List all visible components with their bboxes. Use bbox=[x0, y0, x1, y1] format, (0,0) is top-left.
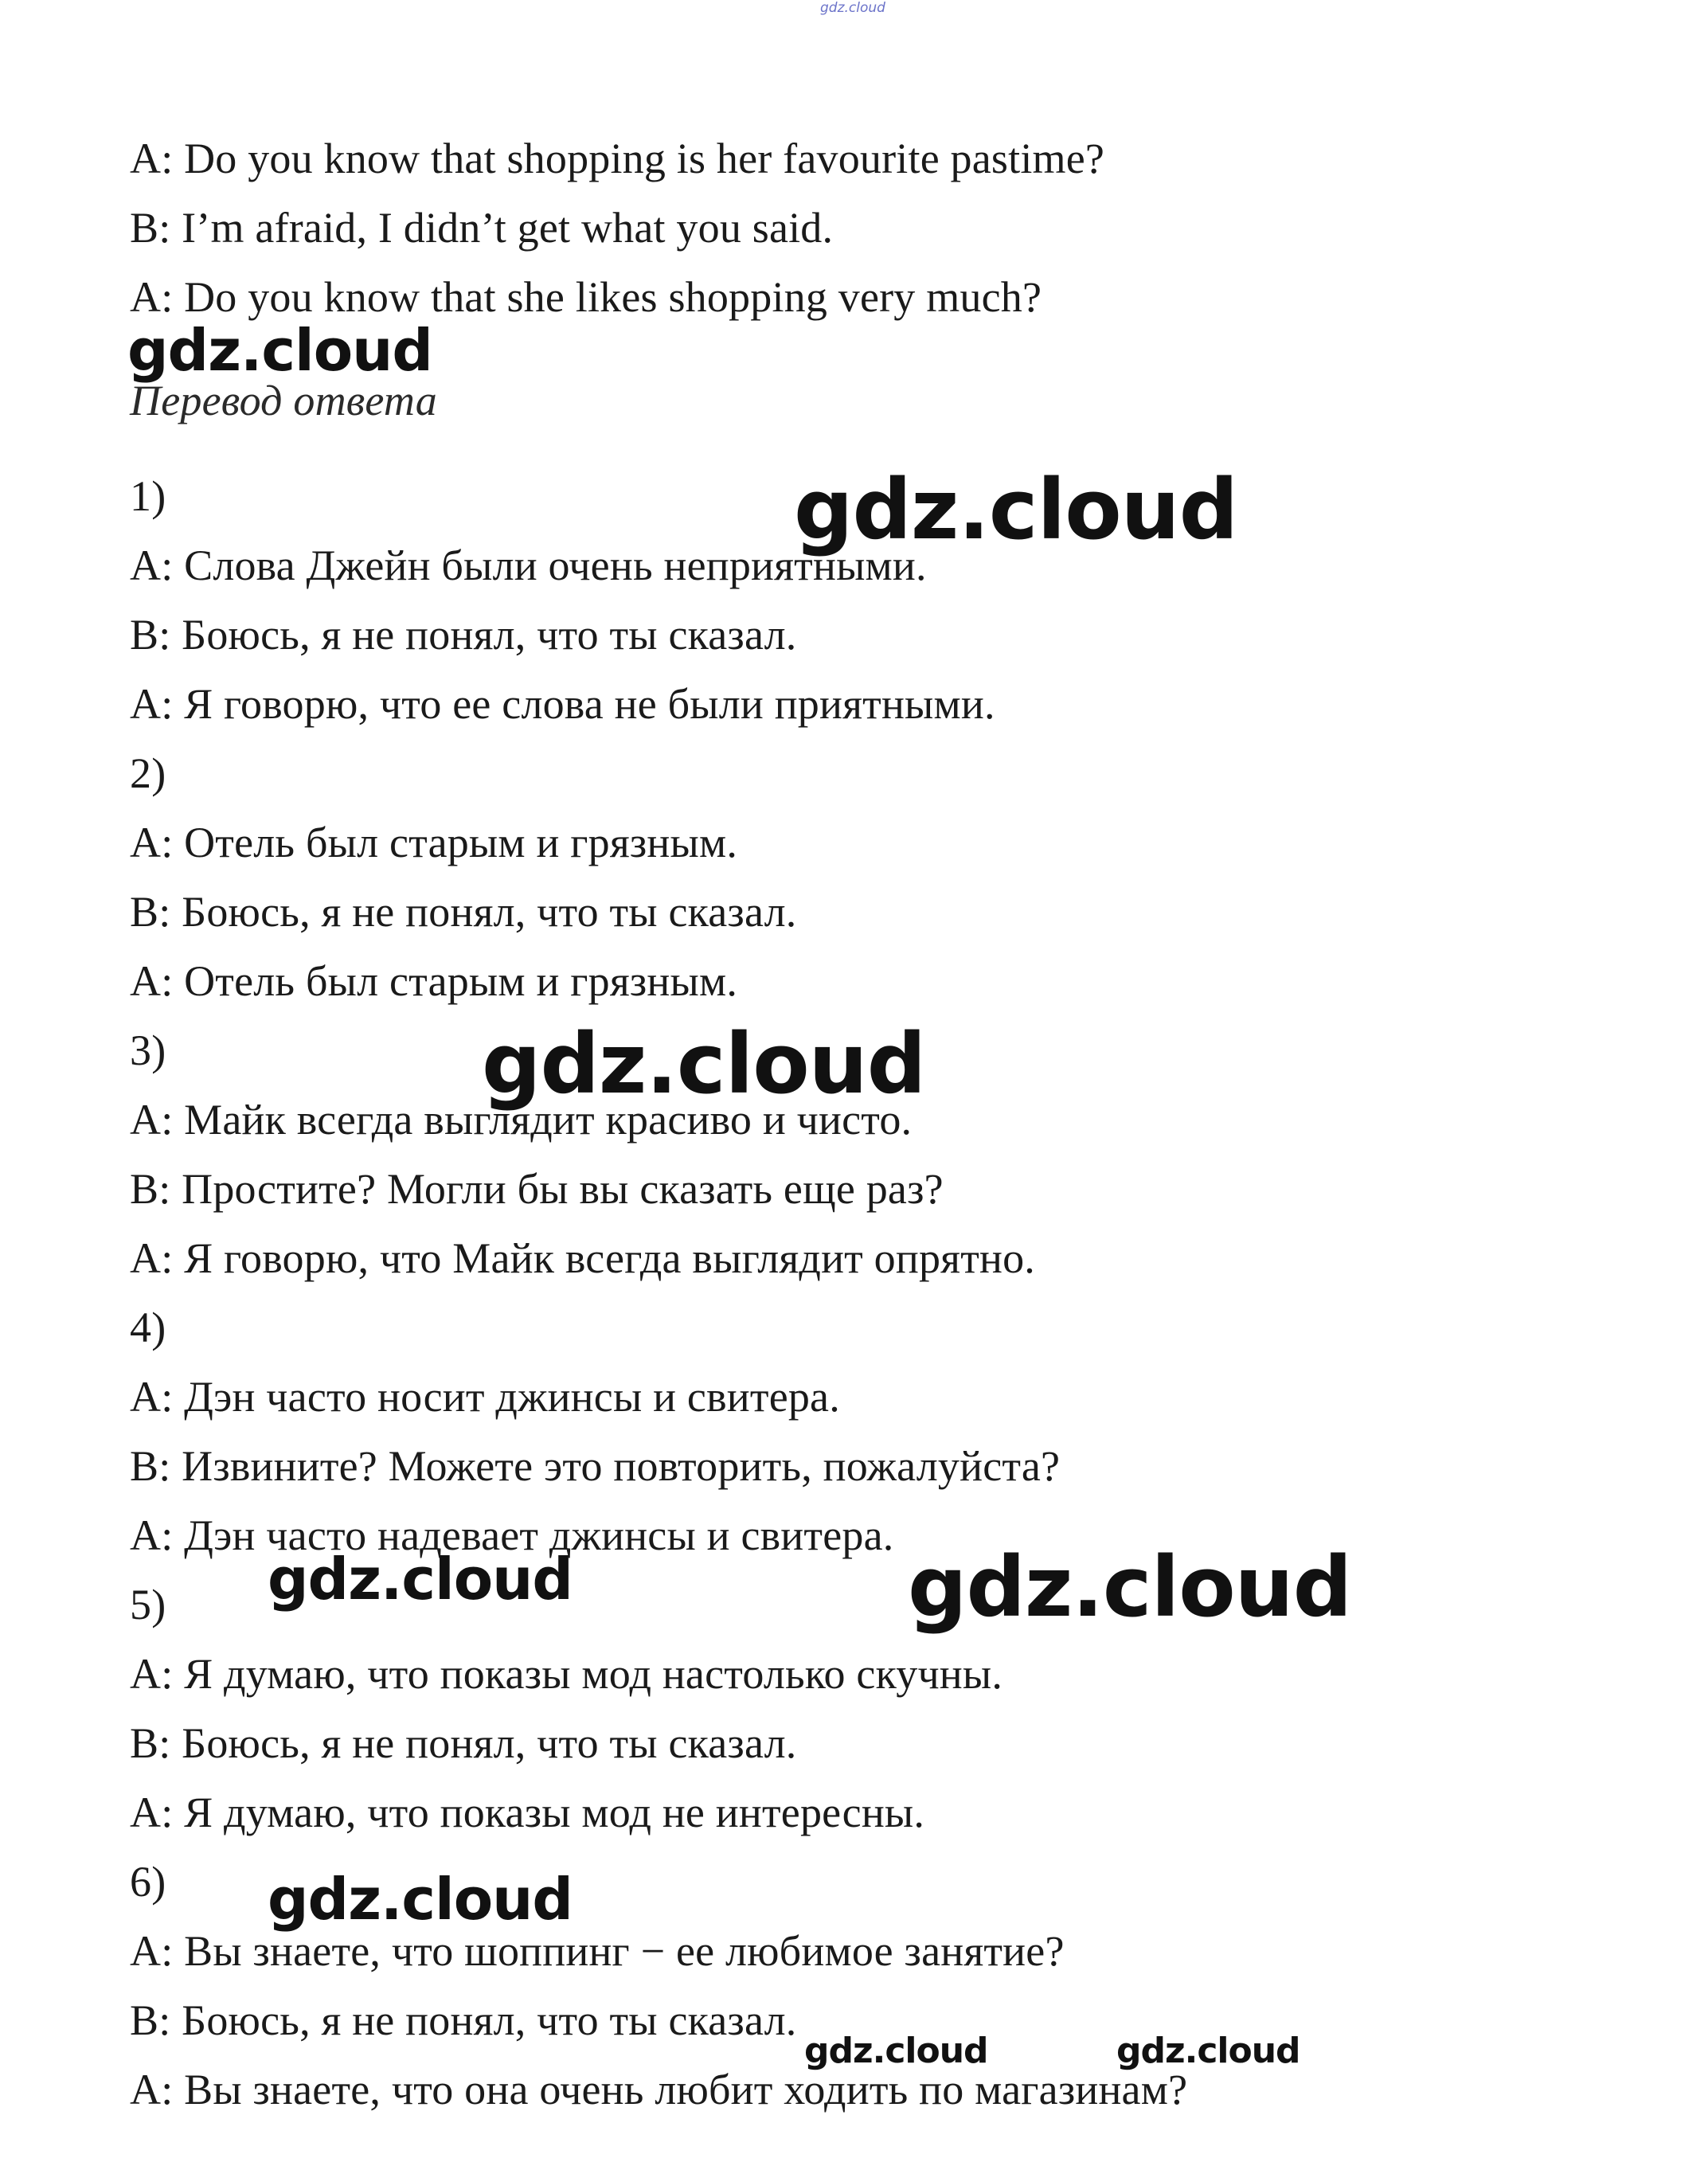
dialogue-line: A: Я думаю, что показы мод настолько скучны. bbox=[130, 1650, 1003, 1698]
dialogue-line: A: Дэн часто надевает джинсы и свитера. bbox=[130, 1511, 894, 1559]
dialogue-line: A: Отель был старым и грязным. bbox=[130, 819, 738, 866]
dialogue-line: B: I’m afraid, I didn’t get what you said. bbox=[130, 204, 834, 252]
watermark-top: gdz.cloud bbox=[820, 0, 885, 16]
item-number: 3) bbox=[130, 1026, 166, 1074]
watermark: gdz.cloud bbox=[268, 1866, 573, 1933]
dialogue-line: A: Do you know that shopping is her favourite pastime? bbox=[130, 135, 1105, 182]
dialogue-line: A: Дэн часто носит джинсы и свитера. bbox=[130, 1373, 840, 1421]
item-number: 6) bbox=[130, 1858, 166, 1906]
dialogue-line: B: Извините? Можете это повторить, пожалуйста? bbox=[130, 1442, 1061, 1490]
watermark: gdz.cloud bbox=[127, 317, 432, 384]
watermark: gdz.cloud bbox=[482, 1015, 926, 1112]
translation-heading: Перевод ответа bbox=[130, 377, 437, 424]
dialogue-line: A: Do you know that she likes shopping very much? bbox=[130, 273, 1042, 321]
dialogue-line: A: Я говорю, что ее слова не были приятными. bbox=[130, 680, 995, 728]
item-number: 4) bbox=[130, 1304, 166, 1351]
dialogue-line: A: Я думаю, что показы мод не интересны. bbox=[130, 1789, 925, 1836]
dialogue-line: B: Боюсь, я не понял, что ты сказал. bbox=[130, 611, 797, 659]
item-number: 1) bbox=[130, 472, 166, 520]
dialogue-line: A: Вы знаете, что она очень любит ходить по магазинам? bbox=[130, 2066, 1188, 2113]
dialogue-line: B: Простите? Могли бы вы сказать еще раз? bbox=[130, 1165, 944, 1213]
dialogue-line: A: Я говорю, что Майк всегда выглядит опрятно. bbox=[130, 1234, 1036, 1282]
dialogue-line: A: Слова Джейн были очень неприятными. bbox=[130, 541, 927, 589]
watermark: gdz.cloud bbox=[268, 1546, 573, 1613]
watermark: gdz.cloud bbox=[794, 461, 1238, 558]
dialogue-line: A: Отель был старым и грязным. bbox=[130, 957, 738, 1005]
watermark: gdz.cloud bbox=[804, 2031, 988, 2071]
item-number: 5) bbox=[130, 1581, 166, 1628]
dialogue-line: A: Вы знаете, что шоппинг − ее любимое занятие? bbox=[130, 1927, 1065, 1975]
dialogue-line: B: Боюсь, я не понял, что ты сказал. bbox=[130, 1719, 797, 1767]
watermark: gdz.cloud bbox=[1116, 2031, 1300, 2071]
watermark: gdz.cloud bbox=[908, 1538, 1352, 1636]
dialogue-line: B: Боюсь, я не понял, что ты сказал. bbox=[130, 1996, 797, 2044]
dialogue-line: A: Майк всегда выглядит красиво и чисто. bbox=[130, 1096, 913, 1144]
item-number: 2) bbox=[130, 749, 166, 797]
dialogue-line: B: Боюсь, я не понял, что ты сказал. bbox=[130, 888, 797, 936]
